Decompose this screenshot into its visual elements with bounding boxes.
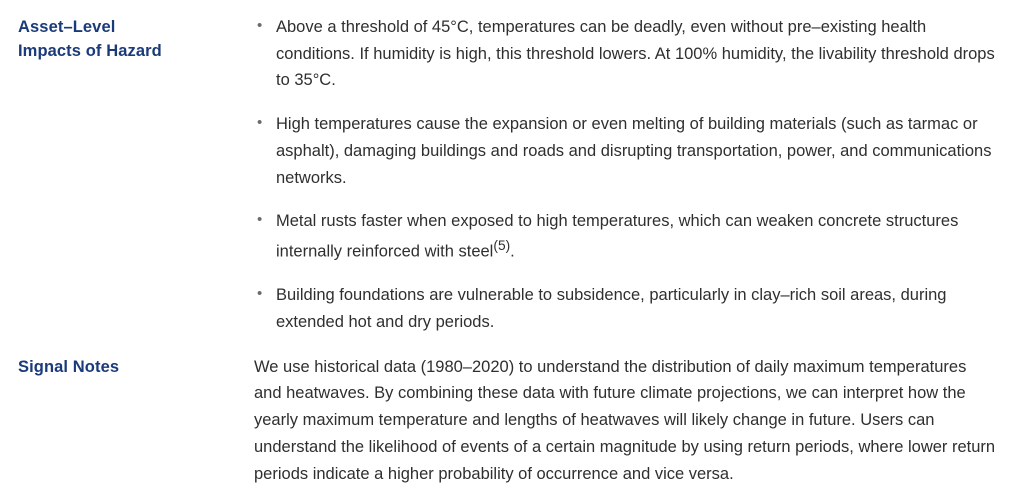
asset-level-impacts-section xyxy=(18,14,1002,336)
list-item xyxy=(254,208,996,265)
signal-notes-paragraph: We use historical data (1980–2020) to understand the distribution of daily maximum temperatures and heatwaves. By combining these data with future climate projections, we can interpret how the yearly maximum temperature and lengths of heatwaves will likely change in future. Users can understand the likelihood of events of a certain magnitude by using return periods, where lower return periods indicate a higher probability of occurrence and vice versa. xyxy=(254,357,996,483)
signal-notes-section xyxy=(18,354,1002,487)
asset-level-impacts-label-column xyxy=(18,14,254,64)
asset-level-impacts-content xyxy=(254,14,1002,336)
impacts-bullet-4-text: Building foundations are vulnerable to subsidence, particularly in clay–rich soil areas, during extended hot and dry periods. xyxy=(276,286,947,331)
list-item xyxy=(254,282,996,335)
asset-level-impacts-heading xyxy=(18,16,254,64)
signal-notes-label-column xyxy=(18,354,254,380)
impacts-bullet-2-text: High temperatures cause the expansion or even melting of building materials (such as tarmac or asphalt), damaging buildings and roads and disrupting transportation, power, and communications networks. xyxy=(276,115,992,187)
impacts-bullet-1-text: Above a threshold of 45°C, temperatures can be deadly, even without pre–existing health conditions. If humidity is high, this threshold lowers. At 100% humidity, the livability threshold drops to 35°C. xyxy=(276,18,995,90)
impacts-bullet-3-tail: . xyxy=(510,242,515,261)
list-item xyxy=(254,111,996,191)
signal-notes-content xyxy=(254,354,1002,487)
signal-notes-heading: Signal Notes xyxy=(18,357,120,376)
impacts-bullet-3-text: Metal rusts faster when exposed to high temperatures, which can weaken concrete structures internally reinforced with steel xyxy=(276,212,959,261)
asset-level-impacts-heading-line1: Asset–Level xyxy=(18,18,116,36)
list-item xyxy=(254,14,996,94)
asset-level-impacts-heading-line2: Impacts of Hazard xyxy=(18,41,162,60)
footnote-reference: (5) xyxy=(493,238,511,254)
impacts-bullet-list xyxy=(254,14,996,336)
